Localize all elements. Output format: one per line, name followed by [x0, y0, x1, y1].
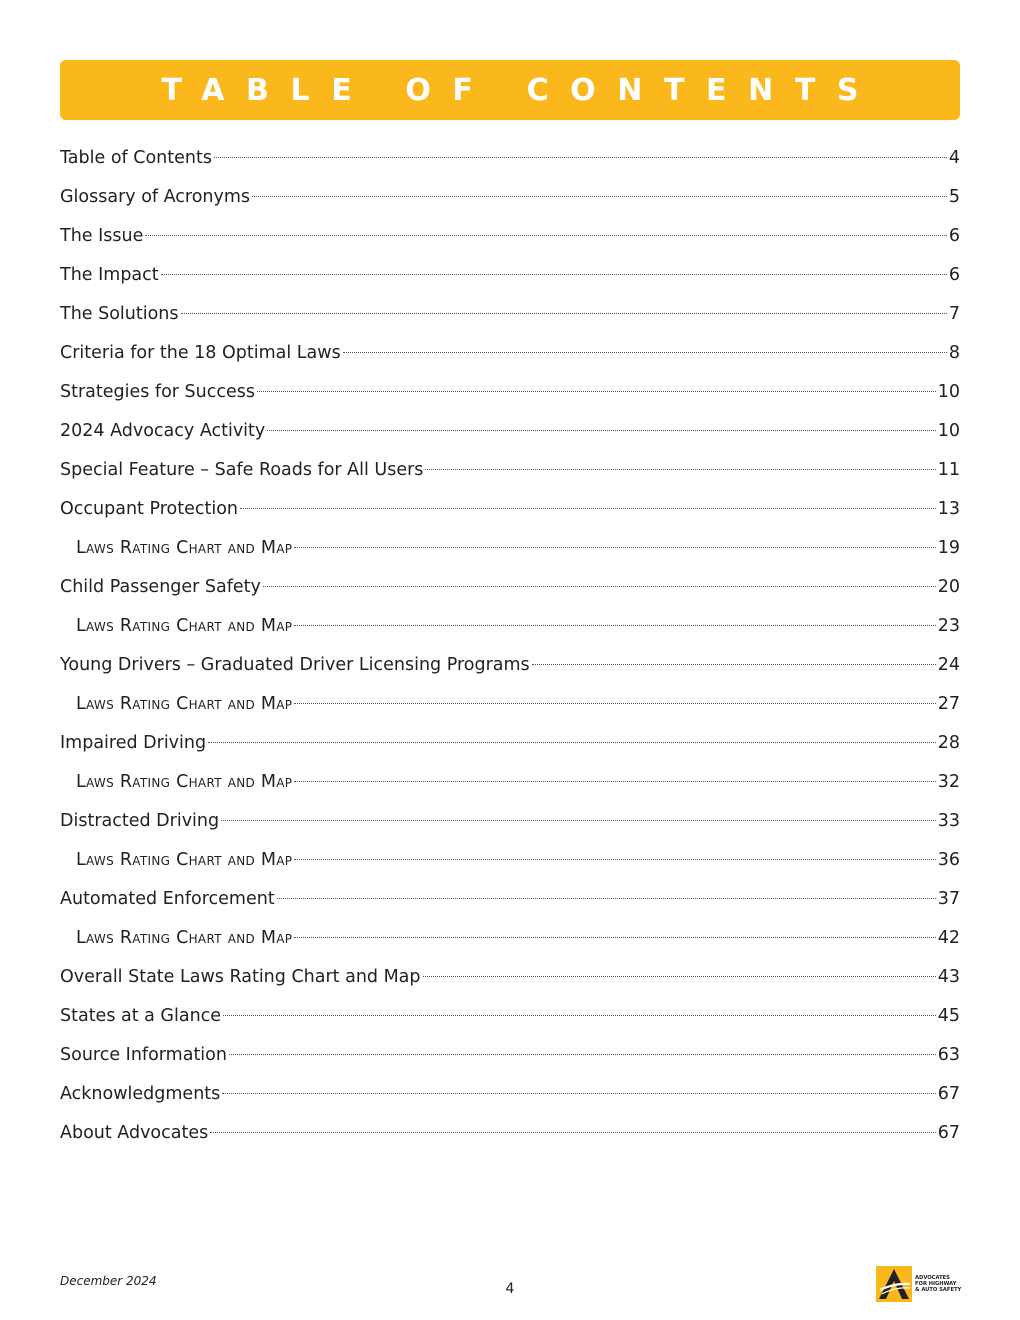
toc-entry-title: Laws Rating Chart and Map [76, 616, 293, 636]
toc-dot-leader [240, 508, 936, 509]
toc-entry-title: 2024 Advocacy Activity [60, 421, 266, 441]
toc-list [60, 139, 960, 1153]
advocates-logo [876, 1266, 962, 1302]
toc-dot-leader [294, 781, 935, 782]
toc-entry-page: 7 [948, 304, 960, 324]
toc-subentry[interactable] [60, 607, 960, 646]
toc-entry-title: Laws Rating Chart and Map [76, 850, 293, 870]
toc-entry-title: Special Feature – Safe Roads for All Users [60, 460, 424, 480]
toc-entry-page: 24 [937, 655, 960, 675]
toc-entry-title: Laws Rating Chart and Map [76, 772, 293, 792]
toc-entry-page: 13 [937, 499, 960, 519]
toc-entry-title: States at a Glance [60, 1006, 222, 1026]
logo-text-line: FOR HIGHWAY [915, 1281, 957, 1287]
toc-subentry[interactable] [60, 763, 960, 802]
toc-entry-page: 28 [937, 733, 960, 753]
toc-dot-leader [532, 664, 936, 665]
toc-dot-leader [214, 157, 947, 158]
toc-entry-title: Occupant Protection [60, 499, 238, 519]
toc-entry-page: 4 [948, 148, 960, 168]
toc-entry-title: Automated Enforcement [60, 889, 275, 909]
toc-entry-title: Table of Contents [60, 148, 212, 168]
toc-entry-title: Distracted Driving [60, 811, 220, 831]
toc-entry[interactable] [60, 724, 960, 763]
toc-entry-page: 27 [937, 694, 960, 714]
toc-entry-title: The Impact [60, 265, 159, 285]
toc-dot-leader [161, 274, 947, 275]
toc-entry-page: 45 [937, 1006, 960, 1026]
toc-entry-page: 67 [937, 1123, 960, 1143]
toc-entry-page: 63 [937, 1045, 960, 1065]
toc-banner [60, 60, 960, 120]
toc-subentry[interactable] [60, 529, 960, 568]
toc-entry[interactable] [60, 490, 960, 529]
toc-entry-title: About Advocates [60, 1123, 209, 1143]
footer-page-number: 4 [505, 1281, 515, 1297]
toc-entry-page: 11 [937, 460, 960, 480]
toc-dot-leader [294, 703, 935, 704]
toc-dot-leader [294, 547, 935, 548]
toc-entry-page: 23 [937, 616, 960, 636]
toc-dot-leader [252, 196, 947, 197]
toc-dot-leader [210, 1132, 935, 1133]
logo-text-line: ADVOCATES [915, 1275, 950, 1281]
toc-subentry[interactable] [60, 685, 960, 724]
toc-entry[interactable] [60, 178, 960, 217]
toc-entry-page: 36 [937, 850, 960, 870]
toc-entry-title: Young Drivers – Graduated Driver Licensing Programs [60, 655, 530, 675]
toc-entry[interactable] [60, 334, 960, 373]
toc-dot-leader [263, 586, 936, 587]
toc-entry-title: Laws Rating Chart and Map [76, 538, 293, 558]
toc-dot-leader [343, 352, 947, 353]
toc-dot-leader [221, 820, 936, 821]
toc-entry-title: Criteria for the 18 Optimal Laws [60, 343, 341, 363]
toc-entry-page: 19 [937, 538, 960, 558]
toc-subentry[interactable] [60, 841, 960, 880]
toc-entry-page: 32 [937, 772, 960, 792]
logo-text [915, 1275, 961, 1293]
toc-entry[interactable] [60, 373, 960, 412]
toc-entry-title: Glossary of Acronyms [60, 187, 251, 207]
toc-dot-leader [222, 1093, 935, 1094]
toc-dot-leader [257, 391, 936, 392]
toc-entry[interactable] [60, 1036, 960, 1075]
toc-entry-page: 67 [937, 1084, 960, 1104]
toc-subentry[interactable] [60, 919, 960, 958]
toc-dot-leader [423, 976, 936, 977]
toc-entry-page: 6 [948, 265, 960, 285]
toc-entry-page: 5 [948, 187, 960, 207]
toc-entry[interactable] [60, 412, 960, 451]
toc-entry-page: 20 [937, 577, 960, 597]
toc-entry[interactable] [60, 217, 960, 256]
advocates-logo-icon [876, 1266, 912, 1302]
toc-entry-page: 43 [937, 967, 960, 987]
toc-entry-page: 10 [937, 421, 960, 441]
toc-entry[interactable] [60, 256, 960, 295]
toc-dot-leader [267, 430, 935, 431]
toc-entry-page: 6 [948, 226, 960, 246]
toc-entry-title: The Solutions [60, 304, 179, 324]
toc-entry-title: The Issue [60, 226, 144, 246]
toc-entry[interactable] [60, 646, 960, 685]
toc-entry-page: 8 [948, 343, 960, 363]
toc-entry[interactable] [60, 139, 960, 178]
toc-entry-page: 37 [937, 889, 960, 909]
toc-entry[interactable] [60, 568, 960, 607]
toc-entry-title: Source Information [60, 1045, 227, 1065]
toc-dot-leader [425, 469, 935, 470]
toc-dot-leader [181, 313, 947, 314]
toc-entry[interactable] [60, 1075, 960, 1114]
toc-dot-leader [294, 625, 935, 626]
toc-entry-page: 42 [937, 928, 960, 948]
page-title: TABLE OF CONTENTS [161, 72, 881, 108]
toc-entry-page: 33 [937, 811, 960, 831]
toc-entry[interactable] [60, 1114, 960, 1153]
toc-entry[interactable] [60, 295, 960, 334]
toc-dot-leader [294, 937, 935, 938]
toc-entry[interactable] [60, 802, 960, 841]
toc-dot-leader [208, 742, 936, 743]
toc-entry-title: Strategies for Success [60, 382, 256, 402]
toc-entry-title: Acknowledgments [60, 1084, 221, 1104]
toc-entry[interactable] [60, 958, 960, 997]
toc-entry-title: Overall State Laws Rating Chart and Map [60, 967, 421, 987]
toc-entry-title: Impaired Driving [60, 733, 207, 753]
logo-text-line: & AUTO SAFETY [915, 1287, 962, 1293]
toc-dot-leader [229, 1054, 936, 1055]
toc-entry-title: Laws Rating Chart and Map [76, 928, 293, 948]
footer-date: December 2024 [60, 1274, 157, 1288]
toc-dot-leader [277, 898, 936, 899]
toc-entry[interactable] [60, 451, 960, 490]
toc-entry-title: Laws Rating Chart and Map [76, 694, 293, 714]
toc-entry[interactable] [60, 880, 960, 919]
toc-entry-page: 10 [937, 382, 960, 402]
toc-dot-leader [145, 235, 946, 236]
toc-dot-leader [223, 1015, 936, 1016]
toc-entry[interactable] [60, 997, 960, 1036]
toc-dot-leader [294, 859, 935, 860]
toc-entry-title: Child Passenger Safety [60, 577, 261, 597]
